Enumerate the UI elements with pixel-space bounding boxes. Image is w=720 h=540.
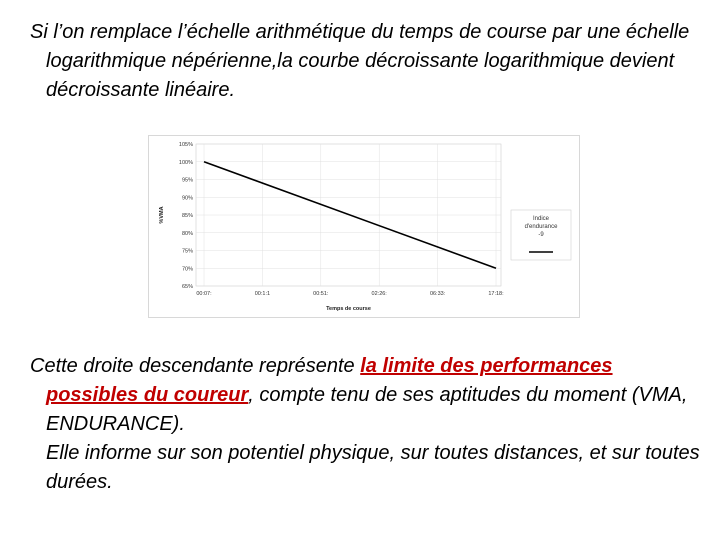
x-tick-label: 00:51: (313, 291, 329, 297)
legend-label: d'endurance (524, 224, 558, 230)
x-axis-label: Temps de course (326, 306, 371, 312)
y-tick-label: 100% (178, 159, 193, 166)
x-tick-label: 06:33: (429, 291, 446, 297)
y-tick-label: 65% (181, 284, 193, 290)
y-tick-label: 70% (181, 266, 193, 273)
y-tick-label: 90% (181, 195, 193, 202)
legend-label: -9 (538, 232, 544, 238)
intro-paragraph: Si l’on remplace l’échelle arithmétique du temps de course par une échelle logarithmique népérienne,la courbe décroissante logarithmique devient décroissante linéaire. (30, 21, 690, 101)
y-tick-label: 95% (181, 177, 193, 184)
y-axis-label: %VMA (159, 206, 165, 224)
x-tick-label: 02:26: (371, 291, 387, 297)
y-tick-label: 85% (181, 213, 193, 219)
x-tick-label: 00:1:1 (254, 291, 271, 297)
y-tick-label: 80% (181, 230, 193, 237)
body-text-before: Cette droite descendante représente (30, 355, 361, 377)
x-tick-label: 17:18: (488, 291, 504, 297)
endurance-chart (148, 135, 580, 318)
y-tick-label: 105% (178, 142, 193, 148)
y-tick-label: 75% (181, 248, 193, 255)
body-text-after: , compte tenu de ses aptitudes du moment (VMA, ENDURANCE). (46, 384, 688, 435)
x-tick-label: 00:07: (196, 291, 212, 297)
body-text-conclusion: Elle informe sur son potentiel physique, sur toutes distances, et sur toutes durées. (46, 442, 700, 493)
body-paragraph (30, 352, 710, 497)
performance-limit-highlight: la limite des performances possibles du coureur (46, 355, 613, 406)
chart-svg (149, 136, 579, 317)
legend-label: Indice (532, 216, 550, 222)
